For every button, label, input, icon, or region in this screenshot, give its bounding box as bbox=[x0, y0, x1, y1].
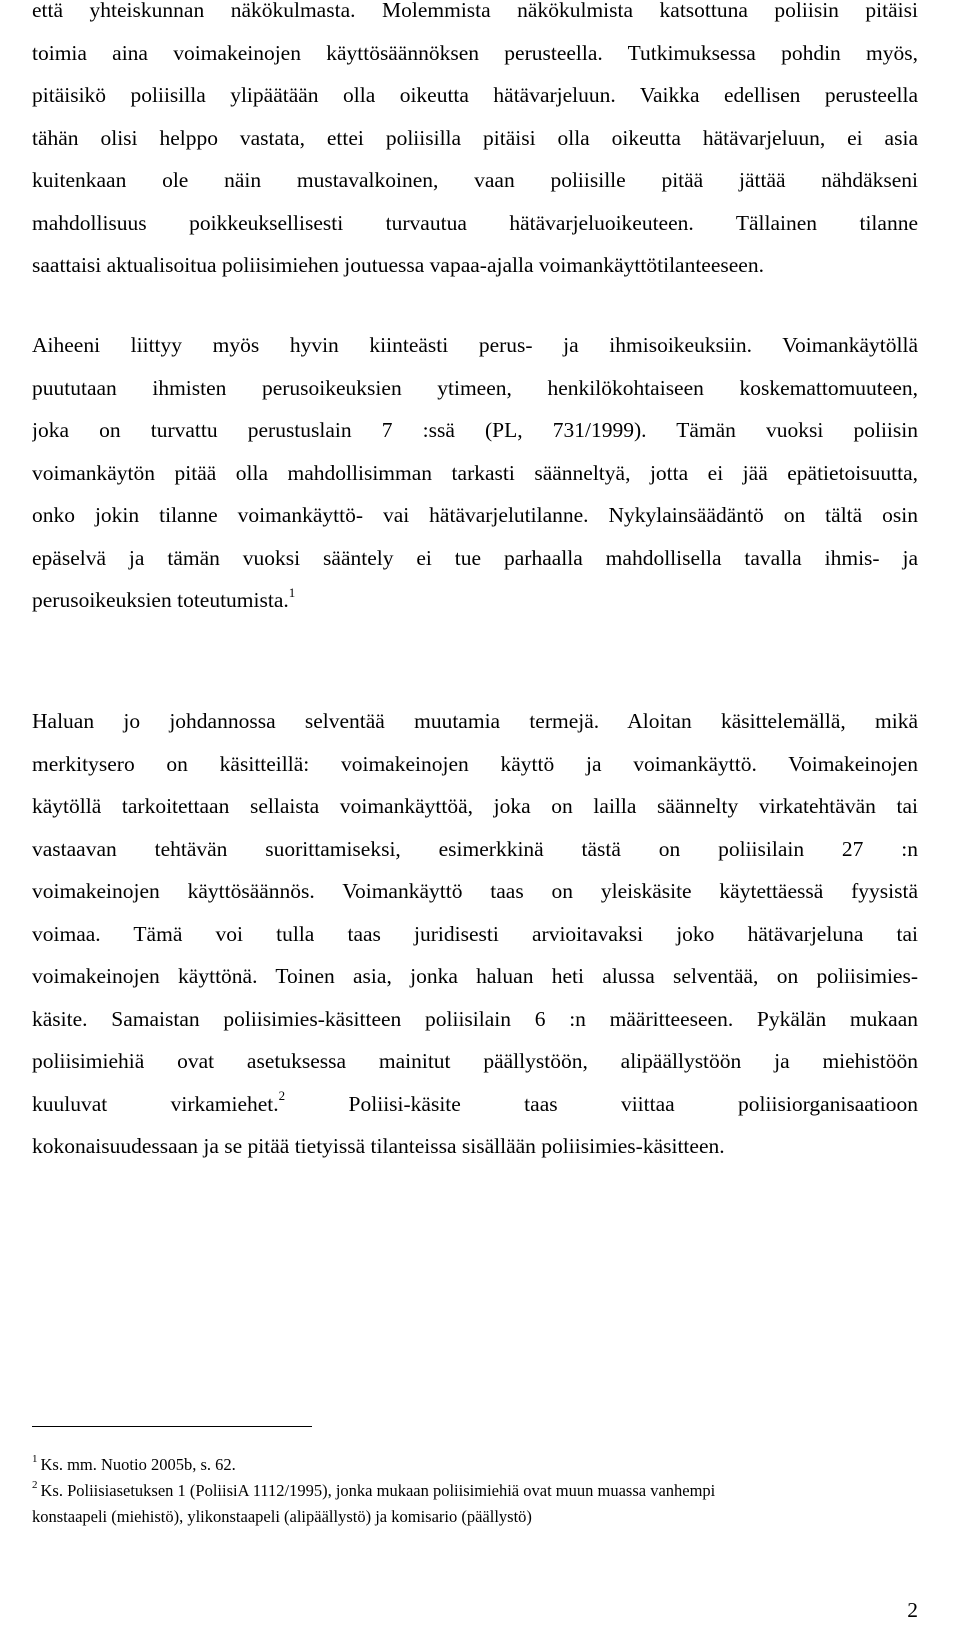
text-line-content: perusoikeuksien toteutumista. bbox=[32, 588, 289, 612]
text-line: merkitysero on käsitteillä: voimakeinojen käyttö ja voimankäyttö. Voimakeinojen bbox=[32, 751, 918, 776]
text-line: voimakeinojen käyttönä. Toinen asia, jonka haluan heti alussa selventää, on poliisimies- bbox=[32, 964, 918, 988]
footnote-separator bbox=[32, 1426, 312, 1427]
text-line: epäselvä ja tämän vuoksi sääntely ei tue parhaalla mahdollisella tavalla ihmis- ja bbox=[32, 545, 918, 570]
text-line: kuitenkaan ole näin mustavalkoinen, vaan poliisille pitää jättää nähdäkseni bbox=[32, 168, 918, 192]
paragraph-2 bbox=[32, 324, 918, 622]
text-line-with-footnote bbox=[32, 1083, 918, 1126]
footnote-text: Ks. mm. Nuotio 2005b, s. 62. bbox=[40, 1455, 236, 1474]
footnote-2-continuation bbox=[32, 1504, 918, 1530]
text-line: joka on turvattu perustuslain 7 :ssä (PL, 731/1999). Tämän vuoksi poliisin bbox=[32, 418, 918, 442]
text-line: käsite. Samaistan poliisimies-käsitteen poliisilain 6 :n määritteeseen. Pykälän mukaan bbox=[32, 1006, 918, 1031]
footnote-reference[interactable]: 1 bbox=[288, 584, 296, 600]
text-line: vastaavan tehtävän suorittamiseksi, esimerkkinä tästä on poliisilain 27 :n bbox=[32, 836, 918, 861]
footnote-reference[interactable]: 2 bbox=[278, 1088, 286, 1104]
text-line: Aiheeni liittyy myös hyvin kiinteästi perus- ja ihmisoikeuksiin. Voimankäytöllä bbox=[32, 333, 918, 357]
footnote-1 bbox=[32, 1452, 918, 1478]
paragraph-3 bbox=[32, 700, 918, 1168]
text-line-content: Poliisi-käsite taas viittaa poliisiorganisaatioon bbox=[285, 1091, 918, 1116]
text-line: kokonaisuudessaan ja se pitää tietyissä tilanteissa sisällään poliisimies-käsitteen. bbox=[32, 1134, 725, 1158]
footnote-text: Ks. Poliisiasetuksen 1 (PoliisiA 1112/1995), jonka mukaan poliisimiehiä ovat muun muassa vanhempi bbox=[40, 1481, 716, 1500]
text-line: onko jokin tilanne voimankäyttö- vai hätävarjelutilanne. Nykylainsäädäntö on tältä osin bbox=[32, 503, 918, 527]
footnote-mark: 2 bbox=[32, 1478, 38, 1491]
text-line: poliisimiehiä ovat asetuksessa mainitut päällystöön, alipäällystöön ja miehistöön bbox=[32, 1049, 918, 1073]
text-line: Haluan jo johdannossa selventää muutamia termejä. Aloitan käsittelemällä, mikä bbox=[32, 709, 918, 733]
text-line: toimia aina voimakeinojen käyttösäännöksen perusteella. Tutkimuksessa pohdin myös, bbox=[32, 40, 918, 65]
text-line: voimakeinojen käyttösäännös. Voimankäyttö taas on yleiskäsite käytettäessä fyysistä bbox=[32, 879, 918, 903]
text-line: saattaisi aktualisoitua poliisimiehen joutuessa vapaa-ajalla voimankäyttötilanteeseen. bbox=[32, 253, 764, 277]
footnote-2 bbox=[32, 1478, 918, 1504]
footnotes-section bbox=[32, 1452, 918, 1530]
footnote-mark: 1 bbox=[32, 1452, 38, 1465]
text-line-with-footnote bbox=[32, 579, 918, 622]
footnote-text: konstaapeli (miehistö), ylikonstaapeli (alipäällystö) ja komisario (päällystö) bbox=[32, 1507, 532, 1526]
text-line-content: kuuluvat virkamiehet. bbox=[32, 1091, 279, 1116]
page-number: 2 bbox=[907, 1598, 918, 1622]
text-line: tähän olisi helppo vastata, ettei poliisilla pitäisi olla oikeutta hätävarjeluun, ei asia bbox=[32, 125, 918, 150]
text-line: puututaan ihmisten perusoikeuksien ytimeen, henkilökohtaiseen koskemattomuuteen, bbox=[32, 375, 918, 400]
paragraph-1 bbox=[32, 0, 918, 287]
text-line: voimaa. Tämä voi tulla taas juridisesti arvioitavaksi joko hätävarjeluna tai bbox=[32, 921, 918, 946]
text-line: että yhteiskunnan näkökulmasta. Molemmista näkökulmista katsottuna poliisin pitäisi bbox=[32, 0, 918, 22]
text-line: mahdollisuus poikkeuksellisesti turvautua hätävarjeluoikeuteen. Tällainen tilanne bbox=[32, 210, 918, 235]
text-line: pitäisikö poliisilla ylipäätään olla oikeutta hätävarjeluun. Vaikka edellisen perusteella bbox=[32, 83, 918, 107]
text-line: voimankäytön pitää olla mahdollisimman tarkasti säänneltyä, jotta ei jää epätietoisuutta, bbox=[32, 460, 918, 485]
text-line: käytöllä tarkoitettaan sellaista voimankäyttöä, joka on lailla säännelty virkatehtävän tai bbox=[32, 794, 918, 818]
